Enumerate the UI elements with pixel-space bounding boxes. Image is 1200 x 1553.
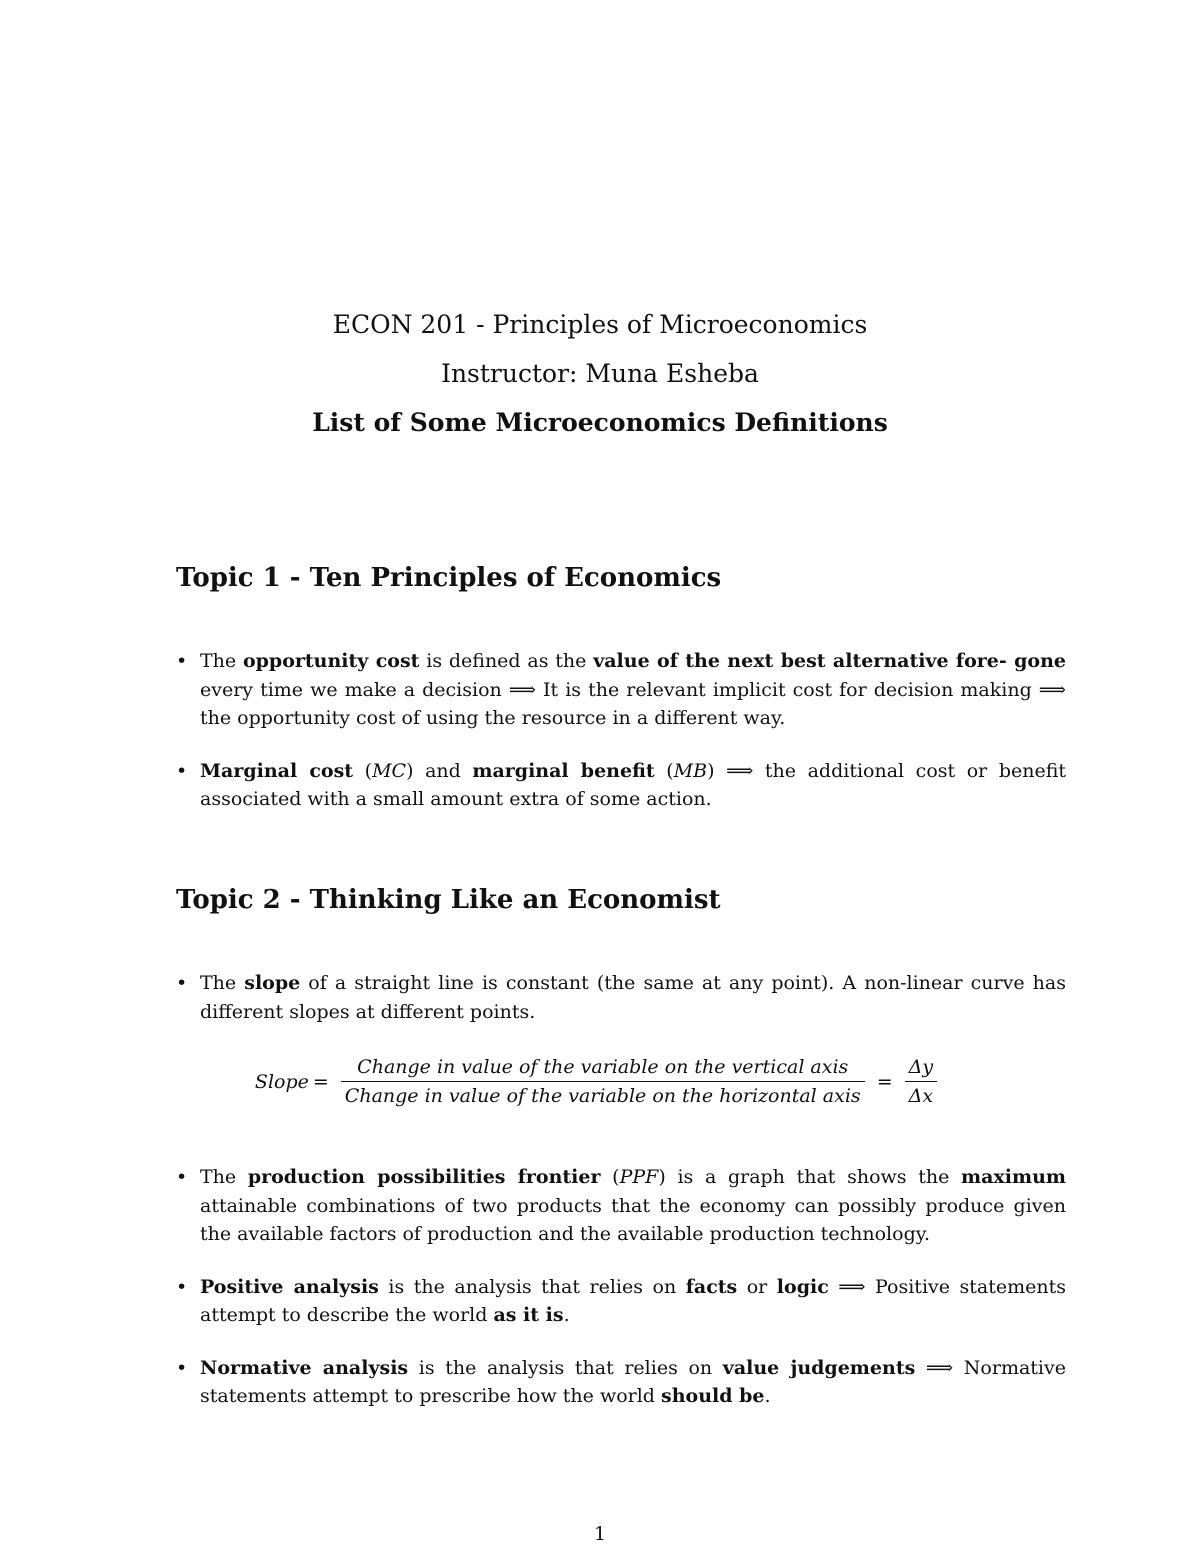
formula-equals-2: = <box>876 1070 893 1093</box>
term-slope: slope <box>244 972 301 994</box>
text: ( <box>600 1166 620 1188</box>
term-maximum: maximum <box>961 1166 1066 1188</box>
title-block <box>0 300 1200 447</box>
topic-2-slope-list <box>176 969 1066 1026</box>
text: or <box>737 1275 777 1298</box>
text: ( <box>353 759 373 782</box>
text: attainable combinations of two products that the economy can possibly produce given the available factors of production and the available production technology. <box>200 1194 1066 1245</box>
text: . <box>563 1304 570 1326</box>
math-ppf: PPF <box>619 1166 659 1188</box>
course-title: ECON 201 - Principles of Microeconomics <box>332 310 868 339</box>
term-marginal-cost: Marginal cost <box>200 759 354 782</box>
bullet-icon: • <box>176 1166 188 1188</box>
text: is the analysis that relies on <box>378 1275 686 1298</box>
text: is defined as the <box>419 650 594 672</box>
definition-positive-analysis <box>176 1273 1066 1330</box>
delta-fraction <box>905 1053 937 1110</box>
formula-numerator: Change in value of the variable on the vertical axis <box>357 1056 849 1078</box>
term-value-next-best: value of the next best alternative fore- gone <box>593 650 1067 672</box>
instructor-line: Instructor: Muna Esheba <box>441 359 759 388</box>
text: The <box>200 1166 248 1188</box>
delta-numerator: Δy <box>908 1056 934 1078</box>
bullet-icon: • <box>176 1275 188 1298</box>
text: of a straight line is constant (the same at any point). A non-linear curve has different slopes at different points. <box>200 972 1066 1023</box>
math-mc: MC <box>372 759 407 782</box>
formula-denominator: Change in value of the variable on the horizontal axis <box>344 1085 861 1108</box>
definition-ppf <box>176 1163 1066 1249</box>
bullet-icon: • <box>176 972 188 994</box>
text: The <box>200 650 243 672</box>
term-value-judgements: value judgements <box>722 1356 916 1379</box>
formula-fraction <box>341 1053 865 1110</box>
formula-lhs: Slope <box>254 1070 309 1093</box>
slope-formula <box>0 1053 1200 1110</box>
term-positive-analysis: Positive analysis <box>200 1275 379 1298</box>
text: . <box>764 1385 771 1407</box>
page-number: 1 <box>593 1523 607 1545</box>
text: is the analysis that relies on <box>408 1356 723 1379</box>
term-normative-analysis: Normative analysis <box>200 1356 409 1379</box>
definition-normative-analysis <box>176 1354 1066 1411</box>
text: ) is a graph that shows the <box>658 1166 962 1188</box>
text: ⟹ Normative statements attempt to prescribe how the world <box>200 1356 1066 1407</box>
document-title: List of Some Microeconomics Definitions <box>312 408 888 437</box>
term-facts: facts <box>685 1275 738 1298</box>
topic-1-list <box>176 647 1066 814</box>
topic-1-heading: Topic 1 - Ten Principles of Economics <box>176 563 722 593</box>
delta-denominator: Δx <box>908 1085 934 1108</box>
term-logic: logic <box>776 1275 829 1298</box>
text: ) ⟹ the additional cost or benefit associated with a small amount extra of some action. <box>200 759 1067 810</box>
text: every time we make a decision ⟹ It is the relevant implicit cost for decision making ⟹ the opportunity cost of using the resource in a different way. <box>200 678 1066 729</box>
math-mb: MB <box>673 759 708 782</box>
term-as-it-is: as it is <box>493 1304 564 1326</box>
bullet-icon: • <box>176 650 188 672</box>
term-should-be: should be <box>661 1385 765 1407</box>
bullet-icon: • <box>176 759 188 782</box>
bullet-icon: • <box>176 1356 188 1379</box>
topic-2-heading: Topic 2 - Thinking Like an Economist <box>176 885 721 915</box>
text: ⟹ Positive statements attempt to describe the world <box>200 1275 1066 1326</box>
topic-2-list <box>176 1163 1066 1411</box>
formula-equals: = <box>312 1070 329 1093</box>
text: The <box>200 972 245 994</box>
term-marginal-benefit: marginal benefit <box>472 759 655 782</box>
term-ppf: production possibilities frontier <box>247 1166 601 1188</box>
definition-opportunity-cost <box>176 647 1066 733</box>
definition-marginal <box>176 757 1066 814</box>
text: ( <box>654 759 674 782</box>
text: ) and <box>406 759 473 782</box>
term-opportunity-cost: opportunity cost <box>242 650 420 672</box>
definition-slope <box>176 969 1066 1026</box>
